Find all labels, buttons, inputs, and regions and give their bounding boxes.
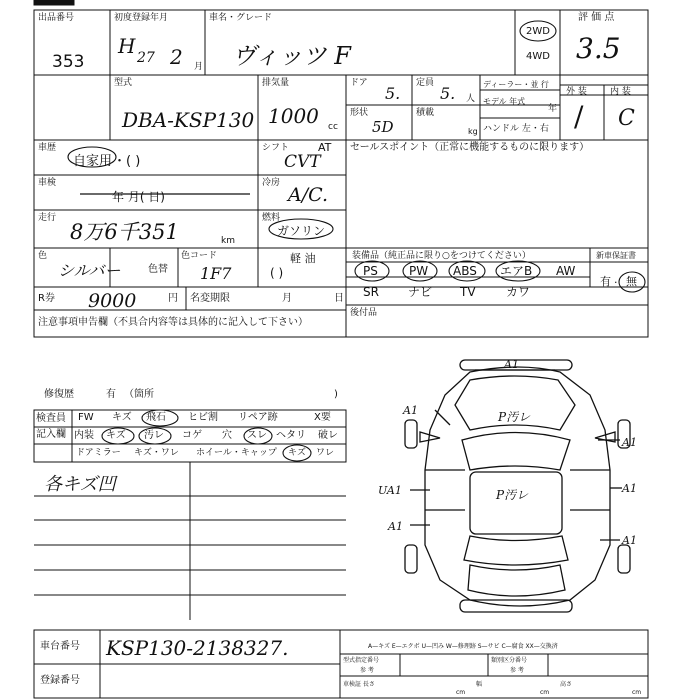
mileage-unit: km — [221, 236, 235, 246]
insp-int-hole: 穴 — [222, 430, 232, 441]
load-unit: kg — [468, 127, 478, 136]
use-tail: ・( ) — [113, 154, 141, 169]
ac-value: A/C. — [288, 184, 329, 206]
notice-label: 注意事項申告欄（不具合内容等は具体的に記入して下さい） — [38, 317, 308, 328]
equip-label: 装備品（純正品に限り○をつけてください） — [352, 251, 531, 261]
score-value: 3.5 — [576, 32, 621, 65]
color-code-label: 色コード — [181, 251, 218, 261]
insp-mirror-damage: キズ・ワレ — [134, 448, 179, 458]
recycle-label: R券 — [38, 293, 55, 304]
equip-navi: ナビ — [408, 285, 433, 299]
insp-int-rub: スレ — [247, 430, 267, 441]
exterior-label: 外 装 — [566, 87, 587, 97]
repair-label: 修復歴 — [44, 389, 74, 400]
capacity-label: 定員 — [416, 78, 435, 88]
inspector-label: 検査員 — [36, 413, 66, 424]
first-reg-month: 2 — [170, 45, 183, 69]
car-name-value: ヴィッツ F — [232, 42, 351, 70]
diesel-paren: ( ) — [270, 266, 284, 280]
exterior-value: / — [574, 100, 584, 133]
width-label: 幅 — [476, 681, 483, 688]
mark-a1-right-rear: A1 — [622, 534, 637, 547]
length-cm: cm — [456, 689, 466, 696]
recycle-value: 9000 — [88, 290, 137, 312]
score-label: 評 価 点 — [578, 12, 615, 23]
insp-int-sag: ヘタリ — [276, 430, 306, 441]
mark-ua1-left: UA1 — [378, 484, 402, 497]
mark-a1-right-mid: A1 — [622, 482, 637, 495]
first-reg-year: 27 — [137, 50, 155, 66]
mileage-label: 走行 — [38, 213, 57, 223]
after-parts-label: 後付品 — [350, 308, 378, 318]
length-label: 車検証 長さ — [343, 681, 375, 688]
type-designation-label: 型式指定番号 — [343, 657, 380, 664]
insp-int-burn: コゲ — [182, 430, 202, 441]
insp-fw: FW — [78, 412, 94, 423]
repair-have: 有 — [106, 389, 116, 400]
insp-int-dirt: 汚レ — [144, 430, 164, 441]
fourwd-label: 4WD — [526, 51, 550, 62]
day-label: 日 — [334, 293, 344, 304]
mark-a1-right-front: A1 — [622, 436, 637, 449]
mark-a1-left-front: A1 — [403, 404, 418, 417]
car-name-label: 車名・グレード — [209, 13, 273, 23]
shape-label: 形状 — [350, 108, 369, 118]
yen-unit: 円 — [168, 293, 178, 304]
equip-leather: カワ — [506, 285, 531, 299]
warranty-yes: 有 — [600, 275, 611, 288]
equip-aw: AW — [556, 264, 576, 278]
insp-wheel: ホイール・キャップ — [196, 448, 277, 458]
month-label: 月 — [282, 293, 292, 304]
load-label: 積載 — [416, 108, 435, 118]
mileage-value: 8万6千351 — [70, 220, 179, 244]
repair-place: （箇所 — [124, 389, 154, 400]
height-cm: cm — [632, 689, 642, 696]
inspection-value: 年 月( 日) — [112, 190, 165, 204]
displacement-unit: cc — [328, 122, 338, 132]
sales-point-label: セールスポイント（正常に機能するものに限ります） — [350, 142, 590, 153]
color-change-label: 色替 — [148, 264, 168, 275]
shift-value: CVT — [284, 152, 321, 172]
mark-interior-rear: P汚レ — [496, 488, 529, 502]
insp-wheel-crack: ワレ — [316, 448, 335, 458]
mark-a1-left-rear: A1 — [388, 520, 403, 533]
use-value: 自家用 — [73, 154, 113, 169]
type-designation-ref: 参 考 — [360, 667, 374, 674]
twowd-label: 2WD — [526, 26, 550, 37]
name-change-label: 名変期限 — [190, 293, 230, 304]
chassis-value: KSP130-2138327. — [106, 636, 289, 660]
insp-stone: 飛石 — [146, 412, 166, 423]
equip-tv: TV — [460, 285, 476, 299]
shift-at: AT — [318, 141, 332, 154]
equip-abs: ABS — [453, 264, 477, 278]
model-label: 型式 — [114, 78, 133, 88]
insp-crack: ヒビ割 — [188, 412, 218, 423]
first-reg-era: H — [118, 34, 136, 58]
warranty-no: 無 — [626, 275, 637, 288]
category-number-ref: 参 考 — [510, 667, 524, 674]
ac-label: 冷房 — [262, 178, 281, 188]
fuel-diesel: 軽 油 — [290, 252, 316, 265]
dealer-label: ディーラー・並 行 — [483, 80, 549, 89]
category-number-label: 類別区分番号 — [491, 657, 528, 664]
repair-close: ) — [334, 389, 338, 400]
interior-label: 内 装 — [610, 87, 631, 97]
insp-scratch: キズ — [112, 412, 132, 423]
capacity-value: 5. — [440, 84, 456, 103]
lot-number: 353 — [52, 52, 85, 72]
inspector-entry-label: 記入欄 — [36, 429, 66, 440]
height-label: 高さ — [560, 681, 573, 688]
shape-value: 5D — [372, 118, 394, 136]
insp-mirror: ドアミラー — [76, 448, 121, 458]
displacement-value: 1000 — [268, 104, 319, 128]
equip-pw: PW — [409, 264, 429, 278]
month-unit: 月 — [194, 62, 204, 72]
new-car-warranty-label: 新車保証書 — [596, 251, 636, 260]
insp-interior-prefix: 内装 — [74, 430, 94, 441]
equip-ps: PS — [363, 264, 378, 278]
interior-value: C — [618, 106, 635, 131]
handle-label: ハンドル 左・右 — [483, 124, 549, 134]
displacement-label: 排気量 — [262, 78, 290, 88]
insp-repair: リペア跡 — [238, 412, 278, 423]
insp-x: X要 — [314, 412, 331, 423]
insp-int-tear: 破レ — [318, 430, 338, 441]
inspection-label: 車検 — [38, 178, 57, 188]
model-value: DBA-KSP130 — [122, 108, 255, 132]
lot-label: 出品番号 — [38, 13, 75, 23]
equip-sr: SR — [363, 285, 379, 299]
capacity-unit: 人 — [466, 94, 476, 104]
insp-int-scratch: キズ — [106, 430, 126, 441]
door-value: 5. — [385, 84, 401, 103]
fuel-value: ガソリン — [277, 224, 326, 238]
mark-interior-front: P汚レ — [498, 410, 531, 424]
insp-wheel-scratch: キズ — [288, 448, 306, 458]
fuel-label: 燃料 — [262, 213, 281, 223]
equip-airbag: エアB — [500, 264, 533, 278]
first-reg-label: 初度登録年月 — [114, 13, 169, 23]
damage-legend: A—キズ E—エクボ U—凹み W—修理跡 S—サビ C—腐食 XX—交換済 — [368, 643, 558, 650]
width-cm: cm — [540, 689, 550, 696]
color-label: 色 — [38, 251, 48, 261]
color-value: シルバー — [58, 261, 121, 280]
door-label: ドア — [350, 78, 368, 88]
use-label: 車歴 — [38, 143, 57, 153]
model-year-label: モデル 年式 — [483, 97, 526, 106]
shift-label: シフト — [262, 143, 290, 153]
handwritten-note: 各キズ凹 — [44, 474, 116, 495]
mark-a1-front: A1 — [504, 358, 519, 371]
color-code-value: 1F7 — [200, 264, 232, 283]
chassis-label: 車台番号 — [40, 641, 80, 652]
year-unit: 年 — [548, 104, 558, 114]
registration-label: 登録番号 — [40, 675, 80, 686]
